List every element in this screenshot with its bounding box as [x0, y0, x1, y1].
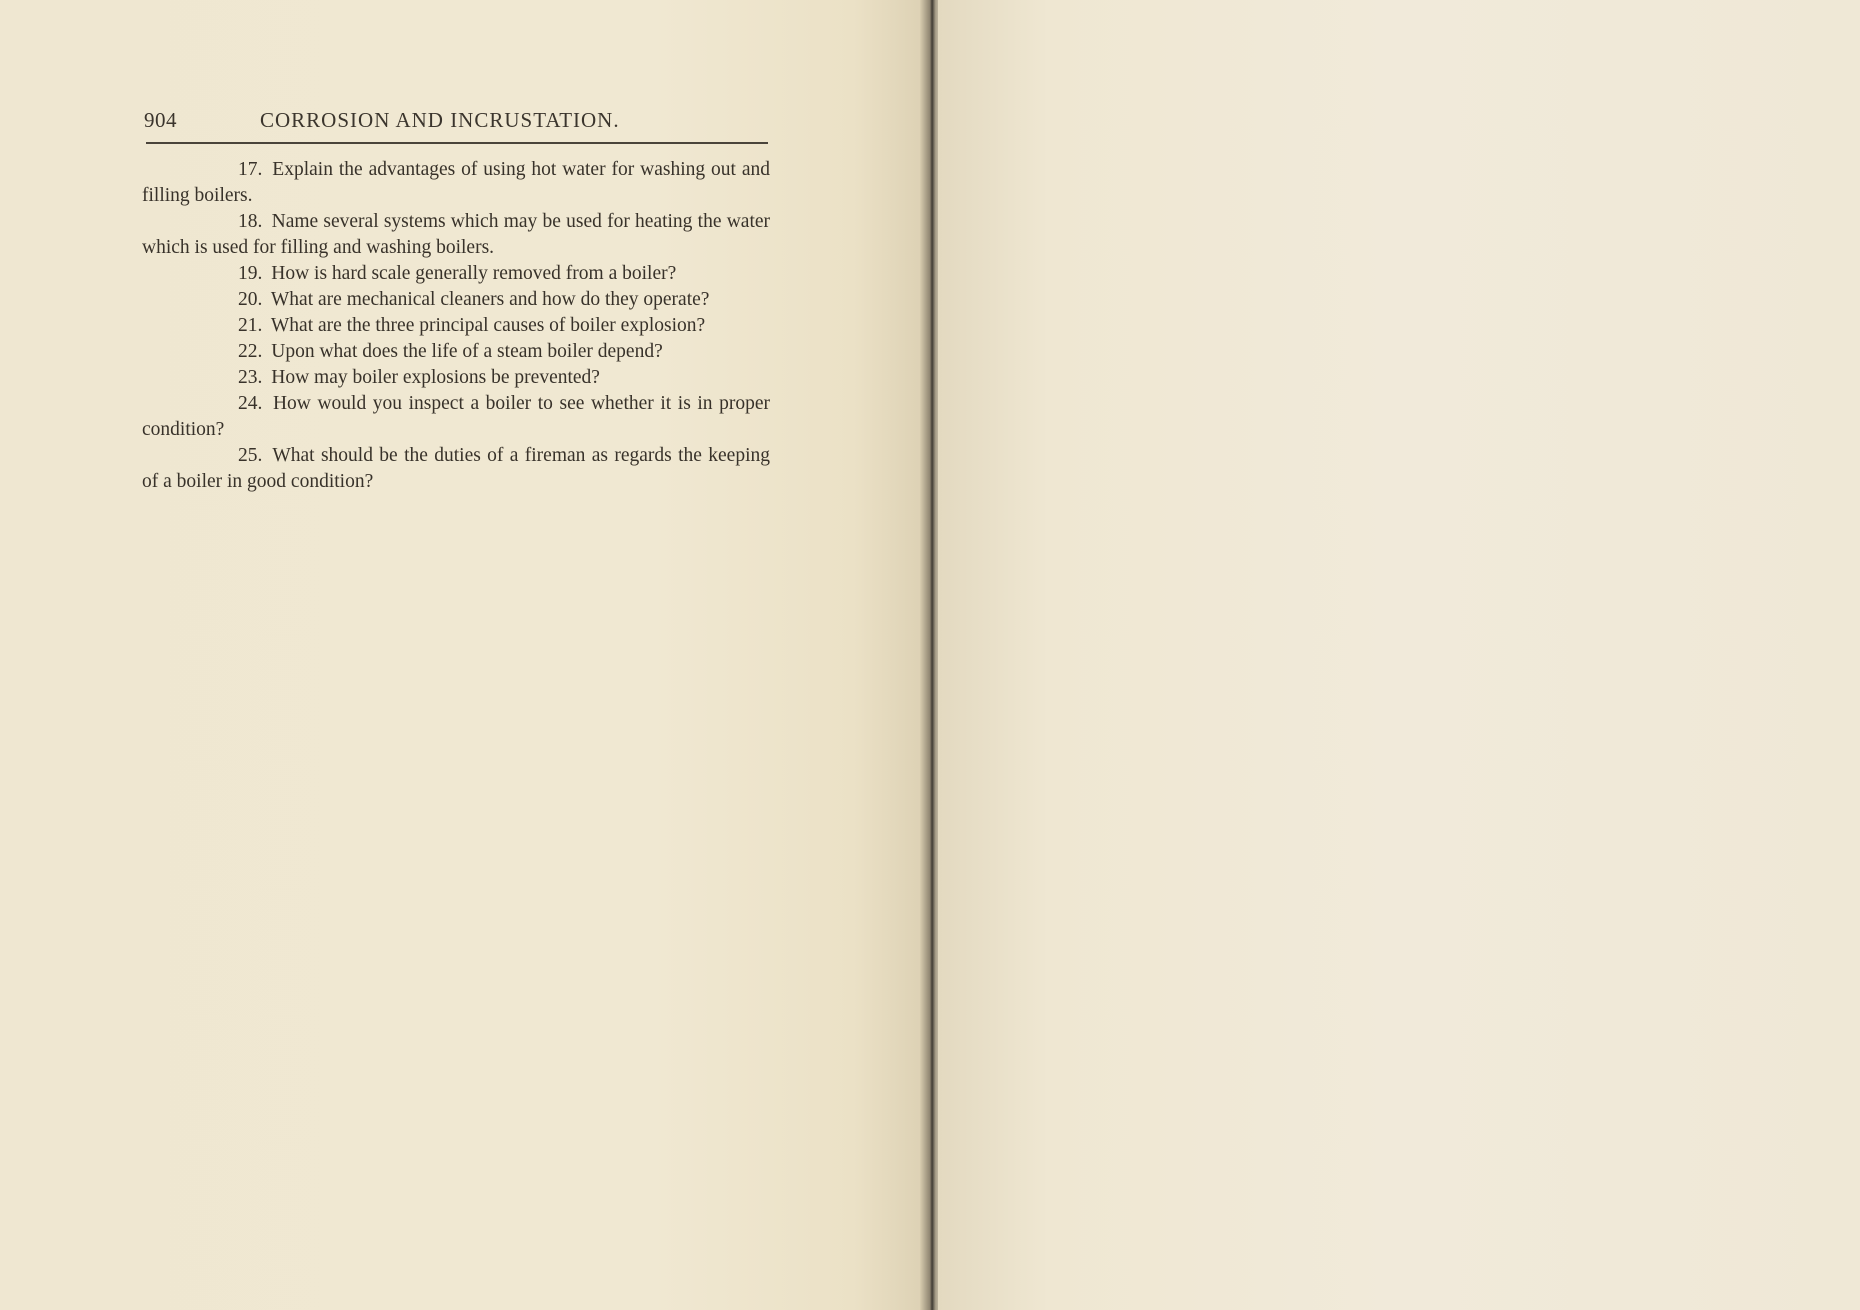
- question-number: 19.: [238, 263, 263, 284]
- question-23: [142, 365, 770, 391]
- question-number: 21.: [238, 315, 263, 336]
- running-title: CORROSION AND INCRUSTATION.: [260, 108, 620, 132]
- header-rule: [146, 142, 768, 144]
- question-number: 22.: [238, 341, 263, 362]
- question-number: 18.: [238, 211, 263, 232]
- page-number: 904: [144, 108, 177, 132]
- question-number: 24.: [238, 393, 263, 414]
- question-list: [142, 157, 770, 495]
- question-25: [142, 443, 770, 495]
- question-number: 23.: [238, 367, 263, 388]
- question-text: Name several systems which may be used for heating the water which is used for filling and washing boilers.: [142, 211, 771, 258]
- question-text: What are the three principal causes of boiler explosion?: [270, 315, 706, 336]
- question-text: Explain the advantages of using hot water for washing out and filling boilers.: [142, 159, 770, 206]
- right-page-blank: [938, 0, 1860, 1310]
- question-text: What are mechanical cleaners and how do they operate?: [270, 289, 710, 310]
- question-text: What should be the duties of a fireman as regards the keeping of a boiler in good condition?: [142, 445, 770, 492]
- question-text: Upon what does the life of a steam boiler depend?: [271, 341, 663, 362]
- page-header: [144, 106, 768, 140]
- question-number: 20.: [238, 289, 263, 310]
- question-18: [142, 209, 770, 261]
- question-text: How may boiler explosions be prevented?: [271, 367, 600, 388]
- question-number: 25.: [238, 445, 263, 466]
- question-text: How is hard scale generally removed from a boiler?: [271, 263, 677, 284]
- question-21: [142, 313, 770, 339]
- question-20: [142, 287, 770, 313]
- question-19: [142, 261, 770, 287]
- question-24: [142, 391, 770, 443]
- left-page: [0, 0, 928, 1310]
- question-text: How would you inspect a boiler to see whether it is in proper condition?: [142, 393, 771, 440]
- question-22: [142, 339, 770, 365]
- question-number: 17.: [238, 159, 263, 180]
- question-17: [142, 157, 770, 209]
